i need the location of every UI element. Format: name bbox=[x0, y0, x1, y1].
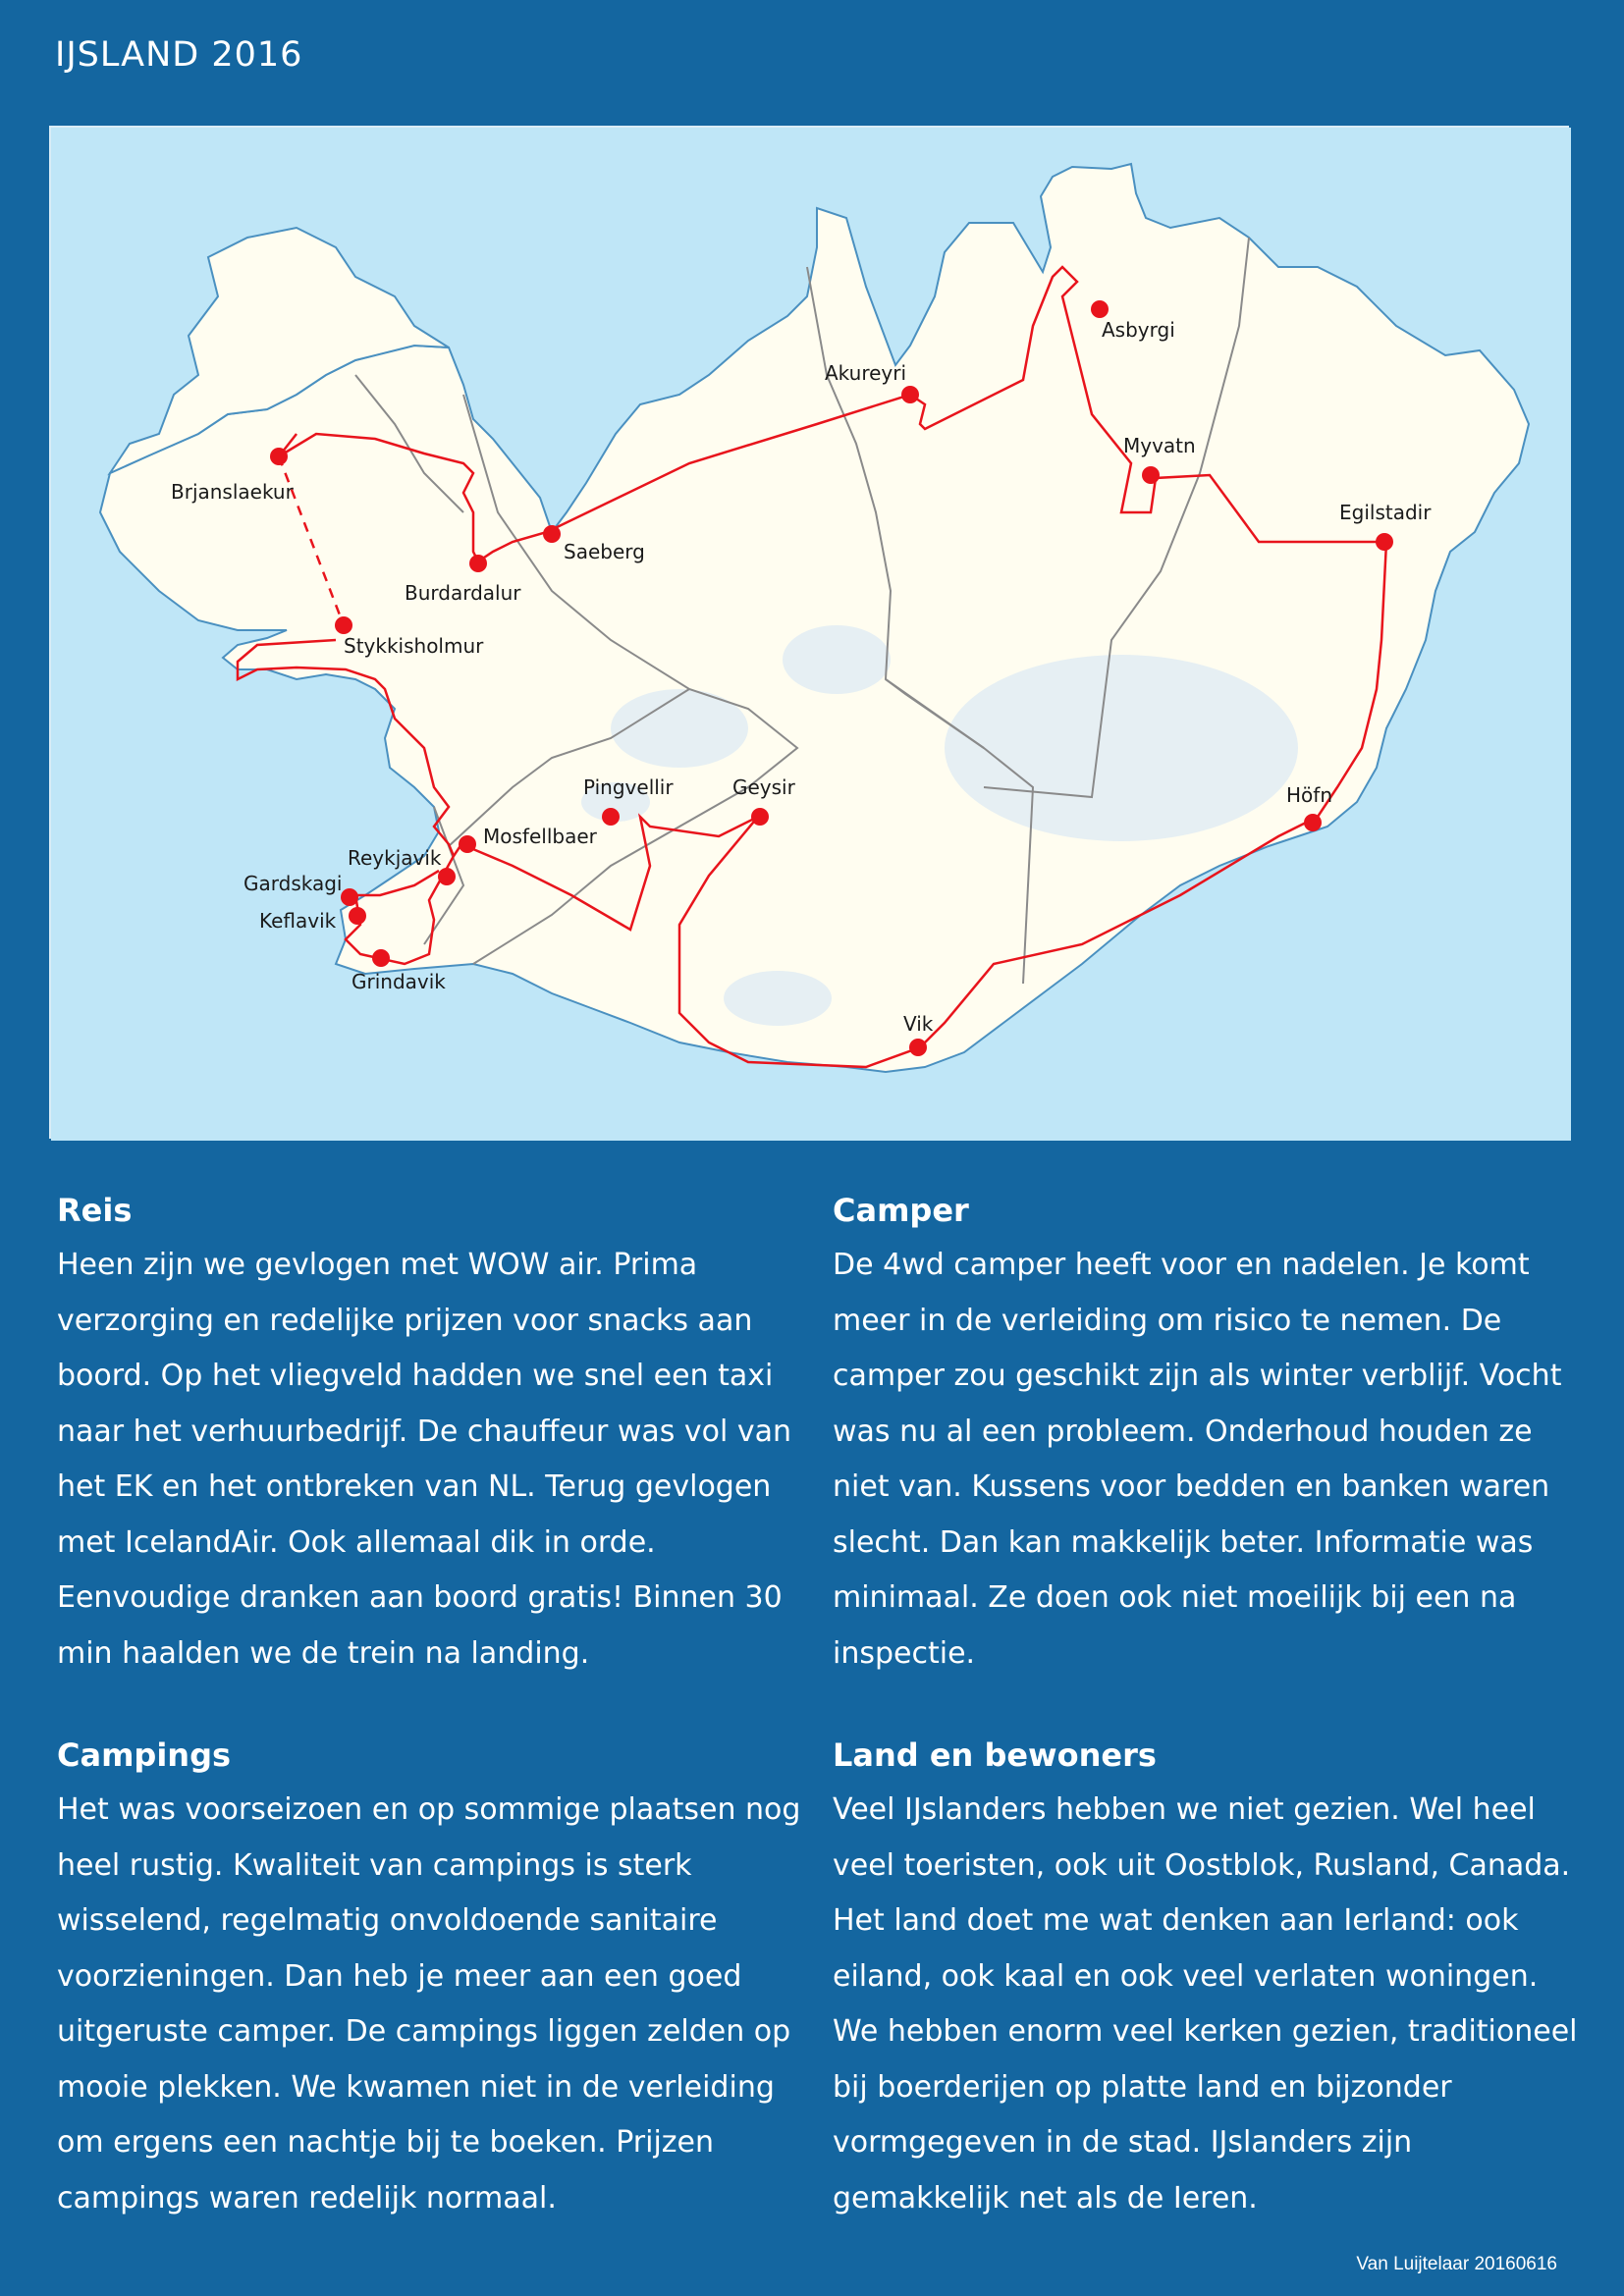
section-body: Veel IJslanders hebben we niet gezien. Wel heel veel toeristen, ook uit Oostblok, Rusland, Canada. Het land doet me wat denken aan Ierland: ook eiland, ook kaal en ook veel verlaten woningen. We hebben enorm veel kerken gezien, traditioneel bij boerderijen op platte land en bijzonder vormgegeven in de stad. IJslanders zijn gemakkelijk net als de Ieren. bbox=[833, 1792, 1578, 2216]
label-akureyri: Akureyri bbox=[825, 361, 907, 385]
marker-geysir bbox=[751, 808, 769, 826]
marker-keflavik bbox=[349, 907, 366, 925]
section-heading: Camper bbox=[833, 1192, 969, 1229]
section-land-en-bewoners bbox=[833, 1728, 1579, 2226]
section-body: De 4wd camper heeft voor en nadelen. Je komt meer in de verleiding om risico te nemen. De camper zou geschikt zijn als winter verblijf. Vocht was nu al een probleem. Onderhoud houden ze niet van. Kussens voor bedden en banken waren slecht. Dan kan makkelijk beter. Informatie was minimaal. Ze doen ook niet moeilijk bij een na inspectie. bbox=[833, 1248, 1562, 1671]
marker-stykkisholmur bbox=[335, 616, 352, 634]
section-heading: Campings bbox=[57, 1736, 232, 1774]
label-egilstadir: Egilstadir bbox=[1339, 501, 1432, 524]
label-pingvellir: Pingvellir bbox=[583, 775, 674, 799]
section-heading: Land en bewoners bbox=[833, 1736, 1157, 1774]
label-vik: Vik bbox=[903, 1012, 934, 1036]
marker-egilstadir bbox=[1376, 533, 1393, 551]
label-myvatn: Myvatn bbox=[1123, 434, 1196, 457]
marker-asbyrgi bbox=[1091, 300, 1109, 318]
label-reykjavik: Reykjavik bbox=[348, 846, 442, 870]
author-credit: Van Luijtelaar 20160616 bbox=[1356, 2254, 1557, 2274]
label-burdardalur: Burdardalur bbox=[405, 581, 521, 605]
iceland-map bbox=[49, 126, 1569, 1139]
label-asbyrgi: Asbyrgi bbox=[1102, 318, 1175, 342]
section-body: Heen zijn we gevlogen met WOW air. Prima verzorging en redelijke prijzen voor snacks aan boord. Op het vliegveld hadden we snel een taxi naar het verhuurbedrijf. De chauffeur was vol van het EK en het ontbreken van NL. Terug gevlogen met IcelandAir. Ook allemaal dik in orde. Eenvoudige dranken aan boord gratis! Binnen 30 min haalden we de trein na landing. bbox=[57, 1248, 792, 1671]
section-campings bbox=[57, 1728, 803, 2226]
label-mosfellbaer: Mosfellbaer bbox=[483, 825, 597, 848]
marker-grindavik bbox=[372, 949, 390, 967]
label-saeberg: Saeberg bbox=[564, 540, 645, 563]
marker-mosfellbaer bbox=[459, 835, 476, 853]
marker-hofn bbox=[1304, 814, 1322, 831]
marker-vik bbox=[909, 1039, 927, 1056]
marker-reykjavik bbox=[438, 868, 456, 885]
marker-brjanslaekur bbox=[270, 448, 288, 465]
myrdalsjokull-glacier bbox=[724, 971, 832, 1026]
label-geysir: Geysir bbox=[732, 775, 795, 799]
section-camper bbox=[833, 1183, 1579, 1682]
hofsjokull-glacier bbox=[783, 625, 891, 694]
vatnajokull-glacier bbox=[945, 655, 1298, 841]
label-stykkisholmur: Stykkisholmur bbox=[344, 634, 484, 658]
label-grindavik: Grindavik bbox=[352, 970, 446, 993]
marker-myvatn bbox=[1142, 466, 1160, 484]
label-keflavik: Keflavik bbox=[259, 909, 337, 933]
label-brjanslaekur: Brjanslaekur bbox=[171, 480, 294, 504]
marker-akureyri bbox=[901, 386, 919, 403]
map-svg bbox=[51, 128, 1571, 1141]
marker-burdardalur bbox=[469, 555, 487, 572]
marker-gardskagi bbox=[341, 888, 358, 906]
marker-saeberg bbox=[543, 525, 561, 543]
marker-pingvellir bbox=[602, 808, 620, 826]
label-hofn: Höfn bbox=[1286, 783, 1332, 807]
page-title: IJSLAND 2016 bbox=[55, 35, 303, 75]
section-reis bbox=[57, 1183, 803, 1682]
section-body: Het was voorseizoen en op sommige plaatsen nog heel rustig. Kwaliteit van campings is sterk wisselend, regelmatig onvoldoende sanitaire voorzieningen. Dan heb je meer aan een goed uitgeruste camper. De campings liggen zelden op mooie plekken. We kwamen niet in de verleiding om ergens een nachtje bij te boeken. Prijzen campings waren redelijk normaal. bbox=[57, 1792, 801, 2216]
label-gardskagi: Gardskagi bbox=[244, 872, 343, 895]
section-heading: Reis bbox=[57, 1192, 133, 1229]
